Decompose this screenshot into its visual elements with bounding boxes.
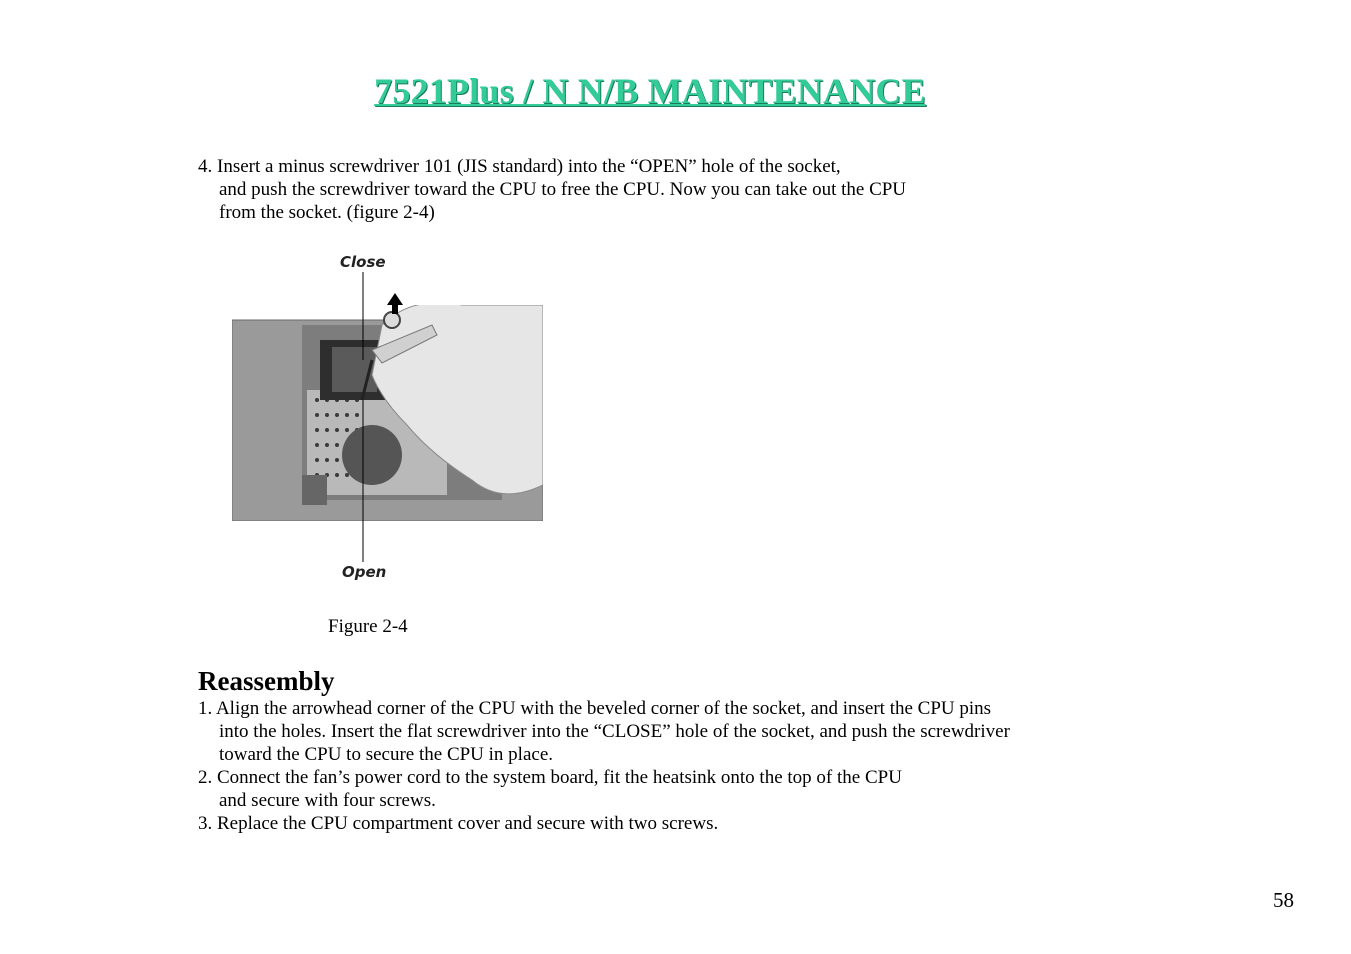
figure-caption: Figure 2-4 <box>328 616 408 637</box>
arrow-up-icon <box>387 293 403 314</box>
page-title: 7521Plus / N N/B MAINTENANCE <box>374 71 926 111</box>
leader-lines <box>232 250 552 590</box>
reassembly-line: 2. Connect the fan’s power cord to the system board, fit the heatsink onto the top of the CPU <box>198 767 902 788</box>
open-label: Open <box>342 563 387 581</box>
reassembly-line: 1. Align the arrowhead corner of the CPU with the beveled corner of the socket, and insert the CPU pins <box>198 698 992 719</box>
reassembly-line: toward the CPU to secure the CPU in place. <box>219 744 554 765</box>
reassembly-line: and secure with four screws. <box>219 790 436 811</box>
figure-2-4 <box>232 250 552 590</box>
step-4-paragraph <box>198 155 1098 224</box>
step-4-line: from the socket. (figure 2-4) <box>219 202 435 223</box>
reassembly-heading: Reassembly <box>198 666 335 696</box>
reassembly-steps <box>198 697 1198 835</box>
page-number: 58 <box>1273 888 1294 912</box>
step-4-line: 4. Insert a minus screwdriver 101 (JIS standard) into the “OPEN” hole of the socket, <box>198 156 841 177</box>
reassembly-line: into the holes. Insert the flat screwdriver into the “CLOSE” hole of the socket, and push the screwdriver <box>219 721 1010 742</box>
step-4-line: and push the screwdriver toward the CPU to free the CPU. Now you can take out the CPU <box>219 179 907 200</box>
close-label: Close <box>340 253 386 271</box>
reassembly-line: 3. Replace the CPU compartment cover and secure with two screws. <box>198 813 719 834</box>
